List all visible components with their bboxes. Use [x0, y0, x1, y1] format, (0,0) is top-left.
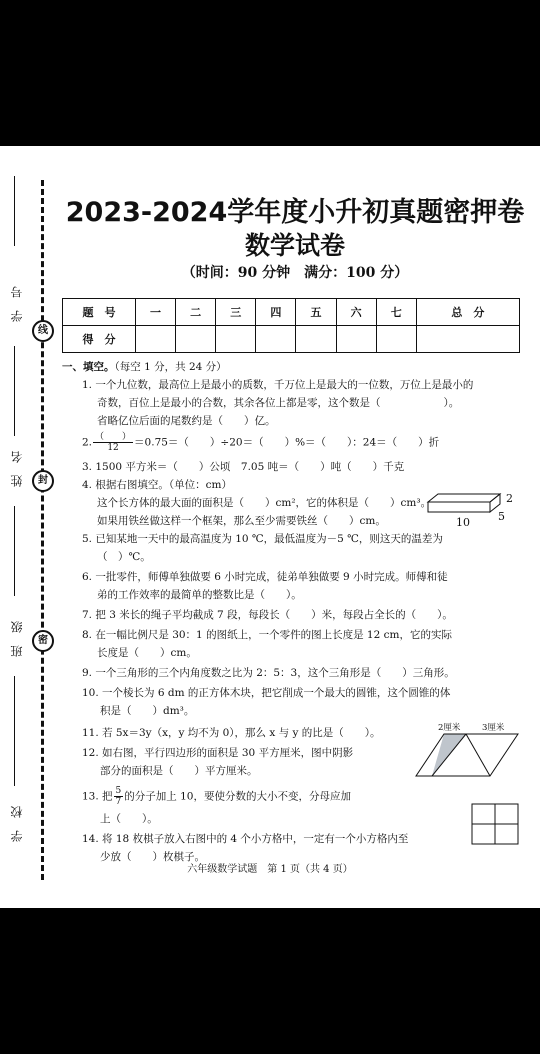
score-table-cell: 一 [136, 299, 176, 326]
score-entry-cell[interactable] [176, 326, 216, 353]
question-6-line-2: 弟的工作效率的最简单的整数比是（ ）。 [97, 589, 302, 601]
score-table-cell: 七 [376, 299, 416, 326]
binding-dashed-line [41, 180, 44, 880]
score-table-cell: 总 分 [416, 299, 519, 326]
score-table-cell: 六 [336, 299, 376, 326]
score-table-cell: 二 [176, 299, 216, 326]
exam-paper [0, 146, 540, 908]
score-table-cell: 三 [216, 299, 256, 326]
score-entry-cell[interactable] [256, 326, 296, 353]
question-10-line-2: 积是（ ）dm³。 [100, 705, 195, 717]
question-2-number: 2. [82, 436, 93, 449]
question-13-fraction [114, 786, 124, 807]
binding-margin [0, 146, 50, 908]
score-table-score-row [63, 326, 520, 353]
question-2 [82, 432, 439, 453]
question-14-line-2: 少放（ ）枚棋子。 [100, 851, 205, 863]
question-8-line-1: 8. 在一幅比例尺是 30：1 的图纸上，一个零件的图上长度是 12 cm，它的实际 [82, 629, 452, 641]
question-2-denominator: 12 [107, 443, 119, 453]
question-1-line-2: 奇数，百位上是最小的合数，其余各位上都是零，这个数是（ ）。 [97, 397, 460, 409]
question-2-text: ＝0.75＝（ ）÷20＝（ ）%＝（ ）：24＝（ ）折 [134, 436, 440, 449]
question-13 [82, 786, 351, 807]
question-13-line-2: 上（ ）。 [100, 813, 158, 825]
question-3: 3. 1500 平方米＝（ ）公顷 7.05 吨＝（ ）吨（ ）千克 [82, 461, 405, 473]
score-entry-cell[interactable] [216, 326, 256, 353]
class-label: 班 级 [10, 621, 24, 657]
question-4-line-1: 4. 根据右图填空。（单位：cm） [82, 479, 232, 491]
parallelogram-label-left: 2厘米 [438, 723, 461, 733]
question-4-line-2: 这个长方体的最大面的面积是（ ）cm²，它的体积是（ ）cm³。 [97, 497, 432, 509]
name-label: 姓 名 [10, 451, 24, 487]
question-13-denominator: 7 [115, 797, 122, 807]
page-footer: 六年级数学试题 第 1 页（共 4 页） [187, 864, 353, 875]
question-12-line-1: 12. 如右图，平行四边形的面积是 30 平方厘米，图中阴影 [82, 747, 354, 759]
question-11: 11. 若 5x＝3y（x，y 均不为 0），那么 x 与 y 的比是（ ）。 [82, 727, 381, 739]
question-7: 7. 把 3 米长的绳子平均截成 7 段，每段长（ ）米，每段占全长的（ ）。 [82, 609, 453, 621]
margin-writing-line [14, 506, 15, 596]
margin-writing-line [14, 176, 15, 246]
score-table [62, 298, 520, 353]
score-table-cell: 四 [256, 299, 296, 326]
student-id-label: 学 号 [10, 286, 24, 322]
question-8-line-2: 长度是（ ）cm。 [97, 647, 197, 659]
question-10-line-1: 10. 一个棱长为 6 dm 的正方体木块，把它削成一个最大的圆锥，这个圆锥的体 [82, 687, 451, 699]
grid-2x2-figure [472, 804, 518, 844]
score-entry-cell[interactable] [416, 326, 519, 353]
seal-secret-mark: 密 [32, 630, 54, 652]
question-5-line-1: 5. 已知某地一天中的最高温度为 10 ℃，最低温度为－5 ℃，则这天的温差为 [82, 533, 443, 545]
school-label: 学 校 [10, 806, 24, 842]
score-entry-cell[interactable] [296, 326, 336, 353]
cuboid-length-label: 10 [456, 516, 470, 529]
question-13-numerator: 5 [115, 786, 122, 796]
question-6-line-1: 6. 一批零件，师傅单独做要 6 小时完成，徒弟单独做要 9 小时完成。师傅和徒 [82, 571, 448, 583]
question-13-number: 13. 把 [82, 790, 113, 803]
exam-subject: 数学试卷 [244, 231, 345, 260]
section-heading [62, 358, 227, 376]
question-5-line-2: （ ）℃。 [97, 551, 151, 563]
section-title: 一、填空。 [62, 361, 115, 373]
exam-title: 2023-2024学年度小升初真题密押卷 [65, 197, 525, 228]
score-table-cell: 得 分 [63, 326, 136, 353]
score-table-cell: 五 [296, 299, 336, 326]
seal-line-mark: 线 [32, 320, 54, 342]
score-entry-cell[interactable] [136, 326, 176, 353]
score-table-header-row [63, 299, 520, 326]
question-1-line-3: 省略亿位后面的尾数约是（ ）亿。 [97, 415, 276, 427]
cuboid-height-label: 2 [506, 492, 513, 505]
question-9: 9. 一个三角形的三个内角度数之比为 2：5：3，这个三角形是（ ）三角形。 [82, 667, 455, 679]
seal-seal-mark: 封 [32, 470, 54, 492]
section-note: （每空 1 分，共 24 分） [114, 361, 227, 373]
cuboid-width-label: 5 [498, 510, 505, 523]
question-14-line-1: 14. 将 18 枚棋子放入右图中的 4 个小方格中，一定有一个小方格内至 [82, 833, 409, 845]
margin-writing-line [14, 676, 15, 786]
exam-time-info: （时间：90 分钟 满分：100 分） [181, 265, 409, 281]
question-2-fraction: $\frac{( )}{12}$ [95, 432, 132, 453]
parallelogram-figure [410, 726, 526, 782]
question-12-line-2: 部分的面积是（ ）平方厘米。 [100, 765, 258, 777]
question-4-line-3: 如果用铁丝做这样一个框架，那么至少需要铁丝（ ）cm。 [97, 515, 386, 527]
question-13-text: 的分子加上 10，要使分数的大小不变，分母应加 [124, 790, 351, 803]
score-entry-cell[interactable] [336, 326, 376, 353]
question-1-line-1: 1. 一个九位数，最高位上是最小的质数，千万位上是最大的一位数，万位上是最小的 [82, 379, 474, 391]
score-entry-cell[interactable] [376, 326, 416, 353]
parallelogram-label-right: 3厘米 [482, 723, 505, 733]
score-table-cell: 题 号 [63, 299, 136, 326]
margin-writing-line [14, 346, 15, 436]
